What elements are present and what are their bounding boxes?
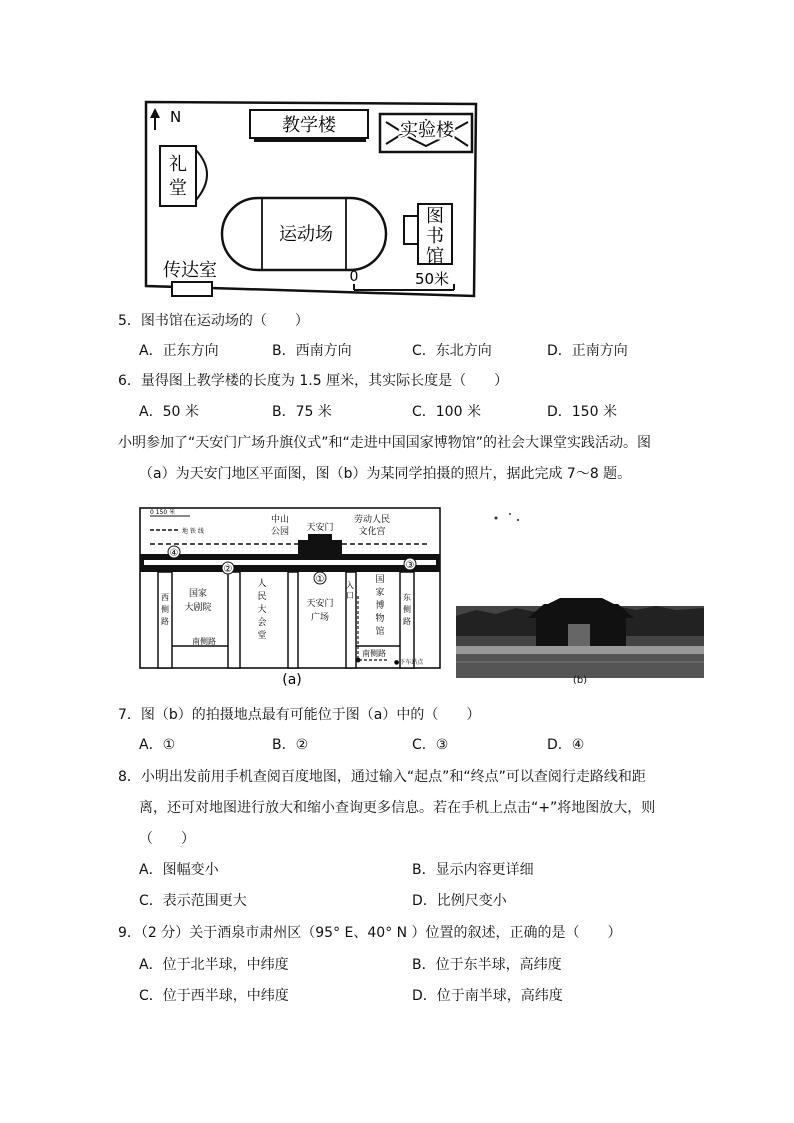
q9-option-a[interactable]: A．位于北半球，中纬度 [139, 957, 289, 973]
south-road-label-west: 南侧路 [192, 637, 216, 646]
zhongshan-label-1: 中山 [270, 515, 290, 525]
q8-stem-line-2: 离，还可对地图进行放大和缩小查询更多信息。若在手机上点击“+”将地图放大，则 [139, 800, 656, 816]
q8-option-a[interactable]: A．图幅变小 [139, 862, 219, 878]
west-road-label [161, 593, 169, 626]
q6-option-d[interactable]: D．150 米 [547, 404, 617, 420]
library-label-3: 馆 [426, 246, 444, 267]
entrance-label-1: 入 [346, 581, 354, 590]
museum-label [375, 574, 384, 637]
q7-option-b[interactable]: B．② [272, 737, 309, 753]
north-arrow-icon [150, 108, 160, 130]
map-a-caption: (a) [282, 672, 302, 688]
bus-stop-label: ●下车站点 [394, 659, 424, 666]
tiananmen-photo [456, 506, 704, 684]
intro-line-1: 小明参加了“天安门广场升旗仪式”和“走进中国国家博物馆”的社会大课堂实践活动。图 [118, 435, 652, 451]
intro-line-2: （a）为天安门地区平面图，图（b）为某同学拍摄的照片，据此完成 7～8 题。 [139, 466, 632, 482]
q8-option-b[interactable]: B．显示内容更详细 [412, 862, 534, 878]
q9-option-b[interactable]: B．位于东半球，高纬度 [412, 957, 562, 973]
q6-stem: 6．量得图上教学楼的长度为 1.5 厘米，其实际长度是（ ） [118, 373, 509, 389]
laodong-label-1: 劳动人民 [353, 515, 391, 525]
q9-option-c[interactable]: C．位于西半球，中纬度 [139, 988, 289, 1004]
q6-option-c[interactable]: C．100 米 [412, 404, 481, 420]
photo-b-caption: (b) [572, 675, 588, 684]
marker-4-top: ④ [169, 548, 179, 559]
svg-text:民: 民 [257, 592, 267, 602]
q5-stem: 5．图书馆在运动场的（ ） [118, 313, 309, 329]
svg-text:路: 路 [161, 617, 169, 626]
svg-text:侧: 侧 [161, 605, 169, 614]
q7-option-a[interactable]: A．① [139, 737, 176, 753]
school-map [140, 96, 480, 301]
svg-text:路: 路 [403, 617, 411, 626]
marker-1: ① [315, 574, 325, 585]
q6-option-a[interactable]: A．50 米 [139, 404, 199, 420]
map-legend-label: 地 铁 线 [182, 528, 204, 535]
q5-option-a[interactable]: A．正东方向 [139, 343, 219, 359]
q7-stem: 7．图（b）的拍摄地点最有可能位于图（a）中的（ ） [118, 707, 481, 723]
q8-option-d[interactable]: D．比例尺变小 [412, 893, 507, 909]
q6-option-b[interactable]: B．75 米 [272, 404, 332, 420]
svg-text:会: 会 [257, 618, 267, 628]
tiananmen-map [138, 500, 442, 690]
svg-text:堂: 堂 [257, 631, 267, 641]
svg-text:西: 西 [161, 593, 169, 602]
theatre-label-1: 国家 [188, 589, 208, 599]
marker-3: ③ [405, 560, 415, 571]
gatehouse-label: 传达室 [163, 260, 217, 281]
q5-option-c[interactable]: C．东北方向 [412, 343, 492, 359]
q9-stem: 9．（2 分）关于酒泉市肃州区（95° E、40° N ）位置的叙述，正确的是（ ） [118, 925, 622, 941]
north-label: N [170, 108, 182, 126]
laodong-label-2: 文化宫 [358, 527, 386, 537]
great-hall-label [257, 577, 266, 641]
library-label-2: 书 [426, 226, 444, 247]
svg-text:东: 东 [403, 593, 411, 602]
q7-option-c[interactable]: C．③ [412, 737, 449, 753]
svg-text:博: 博 [375, 601, 385, 611]
square-label-2: 广场 [310, 613, 330, 623]
svg-text:国: 国 [375, 575, 385, 585]
sports-field-label: 运动场 [279, 224, 333, 245]
svg-text:物: 物 [375, 614, 385, 624]
svg-text:馆: 馆 [375, 627, 385, 637]
q5-option-d[interactable]: D．正南方向 [547, 343, 628, 359]
q9-option-d[interactable]: D．位于南半球，高纬度 [412, 988, 563, 1004]
q8-option-c[interactable]: C．表示范围更大 [139, 893, 247, 909]
q8-stem-line-1: 8．小明出发前用手机查阅百度地图，通过输入“起点”和“终点”可以查阅行走路线和距 [118, 769, 646, 785]
teaching-building-label: 教学楼 [282, 115, 336, 136]
marker-2: ② [223, 564, 233, 575]
auditorium-label-1: 礼 [169, 154, 187, 175]
q5-option-b[interactable]: B．西南方向 [272, 343, 352, 359]
scale-max-label: 50米 [414, 270, 450, 288]
tiananmen-label: 天安门 [306, 523, 334, 533]
south-road-label-east: 南侧路 [362, 649, 386, 658]
svg-text:侧: 侧 [403, 605, 411, 614]
theatre-label-2: 大剧院 [184, 603, 212, 613]
entrance-label-2: 口 [346, 591, 354, 600]
east-road-label [403, 592, 411, 626]
svg-text:人: 人 [257, 579, 267, 589]
lab-building-label: 实验楼 [400, 120, 454, 141]
auditorium-label-2: 堂 [169, 178, 187, 199]
library-label-1: 图 [426, 206, 444, 227]
q8-stem-line-3: （ ） [139, 831, 195, 847]
svg-text:大: 大 [257, 605, 267, 615]
svg-text:家: 家 [375, 588, 385, 598]
map-scale-label: 0 150 米 [150, 509, 176, 516]
q7-option-d[interactable]: D．④ [547, 737, 585, 753]
gatehouse [172, 282, 212, 296]
zhongshan-label-2: 公园 [270, 527, 290, 537]
scale-zero-label: 0 [349, 269, 359, 285]
square-label-1: 天安门 [306, 599, 334, 609]
